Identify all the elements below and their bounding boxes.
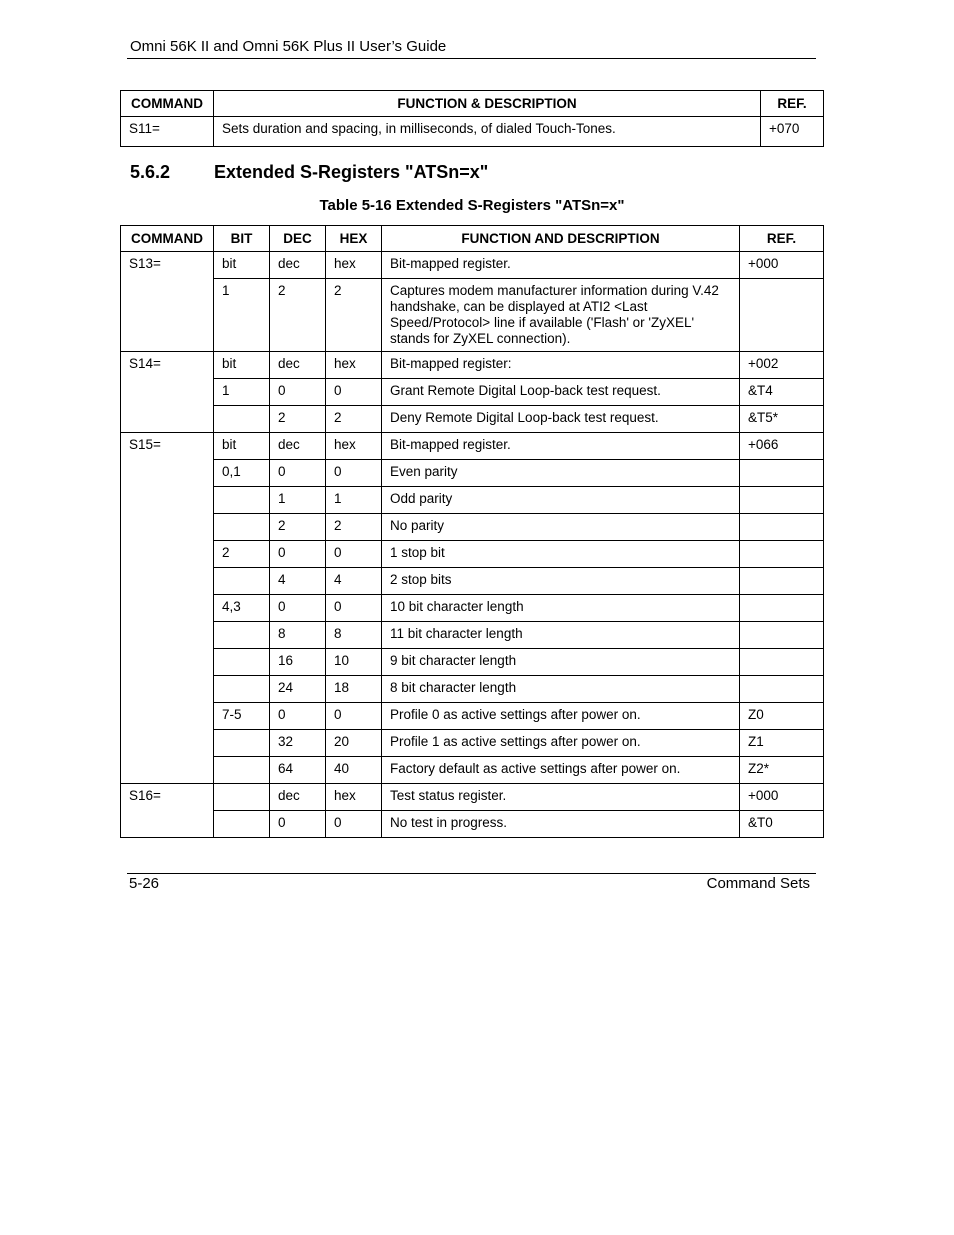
cell-description: Bit-mapped register: [382, 352, 740, 379]
chapter-name: Command Sets [706, 875, 810, 892]
col-header-hex: HEX [326, 226, 382, 252]
cell-bit [214, 649, 270, 676]
cell-bit: bit [214, 252, 270, 279]
cell-hex: hex [326, 352, 382, 379]
table-row [121, 703, 824, 730]
table-row [121, 811, 824, 838]
cell-description: Sets duration and spacing, in milliseconds, of dialed Touch-Tones. [214, 117, 761, 147]
cell-ref: &T4 [740, 379, 824, 406]
cell-description: 9 bit character length [382, 649, 740, 676]
table-row [121, 541, 824, 568]
cell-ref [740, 622, 824, 649]
table-row [121, 117, 824, 147]
cell-description: 11 bit character length [382, 622, 740, 649]
col-header-ref: REF. [740, 226, 824, 252]
header-rule [127, 58, 816, 59]
cell-description: Grant Remote Digital Loop-back test request. [382, 379, 740, 406]
cell-description: Even parity [382, 460, 740, 487]
cell-description: Odd parity [382, 487, 740, 514]
cell-ref [740, 541, 824, 568]
table-row [121, 595, 824, 622]
cell-dec: dec [270, 784, 326, 811]
cell-hex: 0 [326, 811, 382, 838]
cell-description: No parity [382, 514, 740, 541]
table-row [121, 352, 824, 379]
footer-rule [127, 873, 816, 874]
cell-dec: 0 [270, 703, 326, 730]
cell-hex: 20 [326, 730, 382, 757]
cell-dec: 8 [270, 622, 326, 649]
section-heading [130, 162, 488, 183]
table-row [121, 676, 824, 703]
cell-command: S15= [121, 433, 214, 784]
cell-hex: 2 [326, 514, 382, 541]
cell-hex: hex [326, 784, 382, 811]
cell-dec: 24 [270, 676, 326, 703]
cell-hex: 40 [326, 757, 382, 784]
cell-bit [214, 622, 270, 649]
page-number: 5-26 [129, 875, 160, 892]
cell-hex: 0 [326, 460, 382, 487]
cell-hex: 0 [326, 595, 382, 622]
table-row [121, 279, 824, 352]
cell-description: Profile 1 as active settings after power on. [382, 730, 740, 757]
cell-bit [214, 811, 270, 838]
cell-hex: hex [326, 252, 382, 279]
table-row [121, 757, 824, 784]
cell-description: 8 bit character length [382, 676, 740, 703]
table-row [121, 514, 824, 541]
cell-bit: 0,1 [214, 460, 270, 487]
cell-ref: +066 [740, 433, 824, 460]
cell-ref: +070 [761, 117, 824, 147]
cell-dec: 32 [270, 730, 326, 757]
table-row [121, 622, 824, 649]
cell-bit [214, 487, 270, 514]
col-header-command: COMMAND [121, 226, 214, 252]
cell-description: Profile 0 as active settings after power on. [382, 703, 740, 730]
cell-hex: hex [326, 433, 382, 460]
cell-ref [740, 279, 824, 352]
cell-hex: 1 [326, 487, 382, 514]
cell-bit: 4,3 [214, 595, 270, 622]
table-row [121, 649, 824, 676]
table-row [121, 730, 824, 757]
cell-ref [740, 460, 824, 487]
cell-ref: Z1 [740, 730, 824, 757]
cell-ref: &T5* [740, 406, 824, 433]
extended-s-registers-table [120, 225, 824, 838]
cell-ref [740, 649, 824, 676]
col-header-ref: REF. [761, 91, 824, 117]
cell-bit: 1 [214, 379, 270, 406]
cell-ref: +002 [740, 352, 824, 379]
col-header-command: COMMAND [121, 91, 214, 117]
cell-description: 1 stop bit [382, 541, 740, 568]
cell-dec: 0 [270, 379, 326, 406]
col-header-function: FUNCTION AND DESCRIPTION [382, 226, 740, 252]
cell-ref [740, 514, 824, 541]
table-row [121, 433, 824, 460]
section-title: Extended S-Registers "ATSn=x" [214, 162, 489, 182]
cell-dec: 2 [270, 514, 326, 541]
cell-hex: 0 [326, 541, 382, 568]
cell-bit [214, 784, 270, 811]
cell-ref: &T0 [740, 811, 824, 838]
page-header-title: Omni 56K II and Omni 56K Plus II User’s Guide [130, 38, 447, 55]
cell-bit [214, 757, 270, 784]
cell-hex: 10 [326, 649, 382, 676]
cell-dec: 16 [270, 649, 326, 676]
cell-ref [740, 676, 824, 703]
cell-description: No test in progress. [382, 811, 740, 838]
cell-hex: 4 [326, 568, 382, 595]
table-row [121, 252, 824, 279]
cell-dec: 0 [270, 811, 326, 838]
cell-dec: 0 [270, 460, 326, 487]
table-row [121, 784, 824, 811]
cell-ref: +000 [740, 252, 824, 279]
cell-dec: 64 [270, 757, 326, 784]
cell-command: S13= [121, 252, 214, 352]
cell-hex: 2 [326, 406, 382, 433]
cell-bit [214, 568, 270, 595]
cell-ref: Z2* [740, 757, 824, 784]
cell-description: Factory default as active settings after power on. [382, 757, 740, 784]
cell-description: Test status register. [382, 784, 740, 811]
cell-ref [740, 568, 824, 595]
cell-dec: 4 [270, 568, 326, 595]
cell-bit [214, 676, 270, 703]
cell-description: Bit-mapped register. [382, 252, 740, 279]
cell-ref [740, 487, 824, 514]
cell-bit [214, 406, 270, 433]
cell-dec: 0 [270, 541, 326, 568]
cell-ref: Z0 [740, 703, 824, 730]
cell-dec: 2 [270, 279, 326, 352]
col-header-function: FUNCTION & DESCRIPTION [214, 91, 761, 117]
cell-dec: dec [270, 252, 326, 279]
cell-hex: 18 [326, 676, 382, 703]
cell-hex: 2 [326, 279, 382, 352]
table-row [121, 406, 824, 433]
cell-dec: 2 [270, 406, 326, 433]
cell-bit: bit [214, 433, 270, 460]
cell-description: Bit-mapped register. [382, 433, 740, 460]
cell-dec: dec [270, 433, 326, 460]
cell-bit [214, 730, 270, 757]
section-number: 5.6.2 [130, 162, 171, 182]
cell-bit [214, 514, 270, 541]
cell-hex: 0 [326, 703, 382, 730]
cell-description: 2 stop bits [382, 568, 740, 595]
table-row [121, 487, 824, 514]
cell-bit: 1 [214, 279, 270, 352]
cell-bit: 2 [214, 541, 270, 568]
cell-description: Captures modem manufacturer information during V.42 handshake, can be displayed at ATI2 <Last Speed/Protocol> line if available ('Flash' or 'ZyXEL' stands for ZyXEL connection). [382, 279, 740, 352]
col-header-dec: DEC [270, 226, 326, 252]
cell-dec: 0 [270, 595, 326, 622]
cell-dec: 1 [270, 487, 326, 514]
s11-table [120, 90, 824, 147]
cell-command: S14= [121, 352, 214, 433]
table-row [121, 460, 824, 487]
cell-ref: +000 [740, 784, 824, 811]
cell-bit: bit [214, 352, 270, 379]
cell-hex: 0 [326, 379, 382, 406]
col-header-bit: BIT [214, 226, 270, 252]
cell-description: 10 bit character length [382, 595, 740, 622]
cell-dec: dec [270, 352, 326, 379]
table-row [121, 379, 824, 406]
cell-description: Deny Remote Digital Loop-back test request. [382, 406, 740, 433]
cell-hex: 8 [326, 622, 382, 649]
cell-ref [740, 595, 824, 622]
cell-command: S16= [121, 784, 214, 838]
cell-bit: 7-5 [214, 703, 270, 730]
cell-command: S11= [121, 117, 214, 147]
table-caption: Table 5-16 Extended S-Registers "ATSn=x" [319, 197, 625, 214]
table-row [121, 568, 824, 595]
